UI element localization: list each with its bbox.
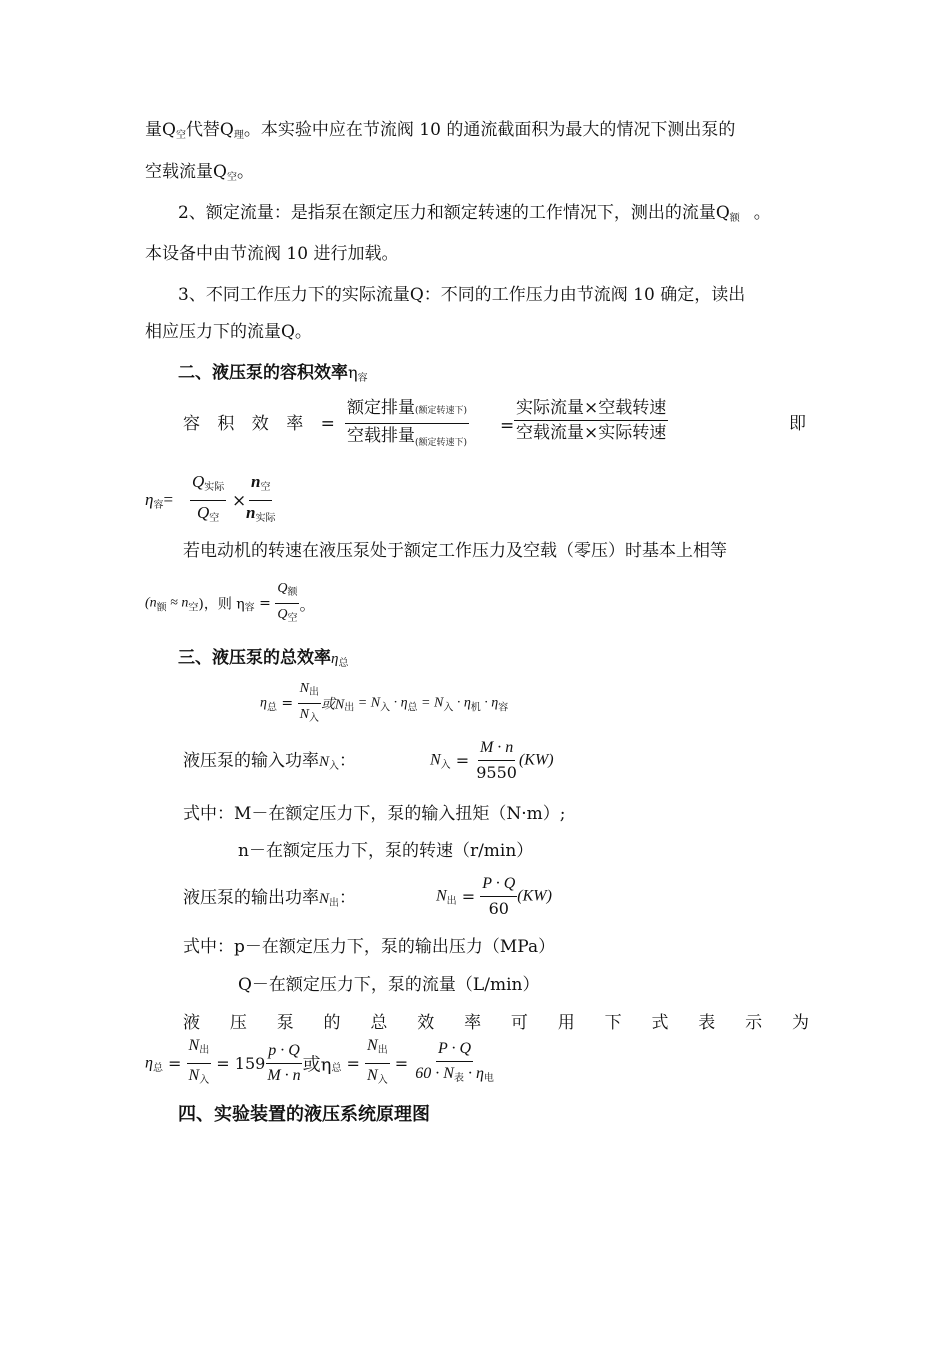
n: n — [251, 472, 261, 491]
n: N — [367, 1067, 378, 1084]
text: 空载流量Q — [145, 162, 227, 182]
text: 。 — [236, 162, 254, 182]
q-ratio — [190, 472, 226, 529]
n: N — [367, 1037, 378, 1054]
denominator: 9550 — [476, 763, 517, 782]
text: ≈ n — [166, 595, 189, 611]
subscript: 总 — [331, 1063, 342, 1074]
spread-char: 的 — [323, 1013, 341, 1033]
spread-char: 液 — [183, 1013, 200, 1033]
subscript: (额定转速下) — [415, 406, 468, 416]
note-line1: 若电动机的转速在液压泵处于额定工作压力及空载（零压）时基本上相等 — [183, 541, 727, 561]
ratio-4 — [413, 1039, 496, 1089]
n: n — [246, 503, 256, 522]
section3-heading — [178, 643, 348, 669]
heading-text: 二、液压泵的容积效率 — [178, 363, 348, 383]
subscript: 额 — [287, 587, 298, 598]
eta: η — [260, 695, 267, 711]
subscript: 空 — [175, 130, 186, 141]
subscript: 实际 — [255, 513, 276, 524]
eta-rong-lhs — [145, 488, 173, 518]
subscript: 额 — [156, 602, 167, 614]
text: 60 · N — [415, 1064, 454, 1082]
ratio — [480, 874, 517, 919]
numerator: M · n — [478, 738, 515, 761]
text: 。 — [299, 595, 316, 614]
denominator: 空载流量×实际转速 — [516, 423, 667, 443]
where2-line1: 式中：p－在额定压力下，泵的输出压力（MPa） — [183, 937, 556, 957]
equals: = — [276, 695, 298, 712]
subscript: 出 — [377, 1045, 388, 1056]
ratio-1 — [187, 1036, 212, 1091]
para2-line1 — [178, 201, 771, 231]
n-ratio — [244, 472, 277, 529]
numerator: P · Q — [480, 874, 517, 897]
text: · η — [463, 1064, 484, 1082]
equals: = — [389, 1054, 414, 1073]
subscript: 入 — [308, 713, 319, 724]
spread-char: 率 — [464, 1013, 482, 1033]
denominator: M · n — [267, 1067, 301, 1084]
subscript: 入 — [440, 760, 451, 771]
text: 额定排量 — [347, 398, 415, 418]
subscript: 出 — [344, 702, 355, 714]
equals: = — [254, 595, 276, 612]
eta: η — [145, 1054, 153, 1072]
spread-char: 示 — [745, 1013, 763, 1033]
q: Q — [192, 472, 205, 491]
spread-char: 表 — [698, 1013, 716, 1033]
text: = 159 — [211, 1054, 266, 1073]
para3-line2: 相应压力下的流量Q。 — [145, 322, 312, 342]
total-efficiency-formula — [260, 680, 508, 727]
equals: = — [450, 751, 475, 770]
total-efficiency-sentence — [183, 1011, 809, 1035]
text: ： — [339, 751, 357, 771]
unit: (KW) — [517, 887, 552, 905]
ratio — [275, 580, 299, 627]
subscript: 表 — [453, 1072, 464, 1084]
text: )，则 η — [198, 596, 245, 613]
vol-eff-fraction-2 — [514, 398, 668, 443]
q: Q — [277, 581, 288, 596]
para3-line1: 3、不同工作压力下的实际流量Q：不同的工作压力由节流阀 10 确定，读出 — [178, 285, 746, 305]
text: 代替Q — [185, 120, 234, 140]
eta-symbol: η — [331, 651, 339, 667]
para2-line2: 本设备中由节流阀 10 进行加载。 — [145, 244, 399, 264]
subscript: 入 — [380, 702, 391, 714]
text: · η — [480, 695, 499, 711]
subscript: 容 — [498, 702, 509, 714]
equals: = — [162, 1054, 187, 1073]
spread-char: 下 — [604, 1013, 622, 1033]
spread-char: 为 — [791, 1013, 809, 1033]
subscript: 实际 — [204, 482, 225, 493]
ratio — [474, 738, 519, 783]
ratio-3 — [365, 1036, 390, 1091]
subscript: 总 — [152, 1063, 163, 1074]
numerator: 实际流量×空载转速 — [514, 398, 668, 421]
equals: = — [341, 1054, 366, 1073]
unit: (KW) — [518, 751, 554, 769]
where1-line2: n－在额定压力下，泵的转速（r/min） — [238, 841, 534, 861]
text: = N — [354, 695, 381, 711]
text: 。 — [753, 203, 771, 223]
subscript: 空 — [226, 172, 237, 183]
numerator: P · Q — [436, 1039, 473, 1062]
subscript: 出 — [329, 898, 340, 909]
subscript: 空 — [209, 513, 220, 524]
subscript: 额 — [729, 213, 740, 224]
text: 液压泵的输出功率 — [183, 888, 319, 908]
text: 量Q — [145, 120, 176, 140]
vol-eff-label: 容 积 效 率 = — [183, 414, 341, 434]
spread-char: 压 — [229, 1013, 247, 1033]
spread-char: 总 — [370, 1013, 388, 1033]
section2-heading — [178, 358, 368, 385]
eta-symbol: η — [348, 363, 358, 382]
subscript: 出 — [308, 687, 319, 698]
text: = N — [417, 695, 444, 711]
subscript: 入 — [443, 702, 454, 714]
subscript: 入 — [377, 1075, 388, 1086]
text: · η — [453, 695, 471, 711]
vol-eff-fraction-1 — [345, 398, 469, 453]
subscript: 出 — [446, 896, 457, 907]
spread-char: 用 — [557, 1013, 575, 1033]
times-sign: × — [232, 491, 247, 511]
section4-heading: 四、实验装置的液压系统原理图 — [178, 1104, 430, 1125]
eta: η — [145, 490, 154, 509]
q: Q — [197, 503, 210, 522]
text: 。本实验中应在节流阀 10 的通流截面积为最大的情况下测出泵的 — [243, 120, 736, 140]
input-power-formula — [430, 738, 554, 783]
subscript: 机 — [470, 702, 481, 714]
numerator: p · Q — [266, 1041, 302, 1064]
ratio-2 — [265, 1041, 302, 1086]
equals: = — [456, 887, 481, 906]
spread-char: 泵 — [276, 1013, 294, 1033]
ratio — [298, 680, 321, 727]
n: N — [188, 1067, 200, 1084]
subscript: 容 — [357, 373, 368, 384]
text: ： — [339, 888, 357, 908]
text: 或η — [302, 1054, 332, 1076]
text: 或N — [320, 697, 345, 713]
para1-line1 — [145, 118, 735, 148]
subscript: 出 — [199, 1045, 210, 1056]
subscript: 总 — [266, 702, 277, 714]
n: N — [299, 707, 309, 722]
where1-line1: 式中：M－在额定压力下，泵的输入扭矩（N·m）; — [183, 804, 566, 824]
output-power-label — [183, 886, 356, 916]
total-efficiency-final-formula — [145, 1036, 496, 1091]
n: N — [299, 681, 309, 696]
note-line2 — [145, 580, 315, 627]
text: (n — [145, 595, 157, 611]
subscript: 电 — [483, 1072, 494, 1084]
n: N — [430, 751, 441, 769]
equals: = — [163, 490, 174, 509]
text: · η — [390, 695, 408, 711]
text: 空载排量 — [347, 426, 415, 446]
q: Q — [277, 607, 288, 622]
subscript: 空 — [188, 602, 199, 614]
denominator: 60 — [488, 899, 509, 918]
subscript: 总 — [407, 702, 418, 714]
n: N — [319, 754, 330, 770]
text: 液压泵的输入功率 — [183, 751, 319, 771]
subscript: 入 — [199, 1075, 210, 1086]
n: N — [319, 891, 330, 907]
ji-text: 即 — [789, 414, 806, 434]
equals-sign: = — [500, 416, 515, 436]
where2-line2: Q－在额定压力下，泵的流量（L/min） — [238, 975, 540, 995]
output-power-formula — [436, 874, 552, 919]
subscript: 入 — [329, 761, 340, 772]
heading-text: 三、液压泵的总效率 — [178, 648, 331, 668]
input-power-label — [183, 749, 356, 779]
subscript: (额定转速下) — [415, 438, 468, 448]
spread-char: 效 — [417, 1013, 435, 1033]
subscript: 容 — [153, 500, 164, 511]
para1-line2 — [145, 160, 254, 190]
n: N — [188, 1037, 200, 1054]
subscript: 总 — [338, 658, 349, 669]
spread-char: 可 — [510, 1013, 528, 1033]
text: 2、额定流量：是指泵在额定压力和额定转速的工作情况下，测出的流量Q — [178, 203, 730, 223]
spread-char: 式 — [651, 1013, 669, 1033]
subscript: 容 — [244, 602, 255, 614]
subscript: 理 — [233, 130, 244, 141]
n: N — [436, 887, 447, 905]
subscript: 空 — [260, 482, 271, 493]
subscript: 空 — [287, 613, 298, 624]
